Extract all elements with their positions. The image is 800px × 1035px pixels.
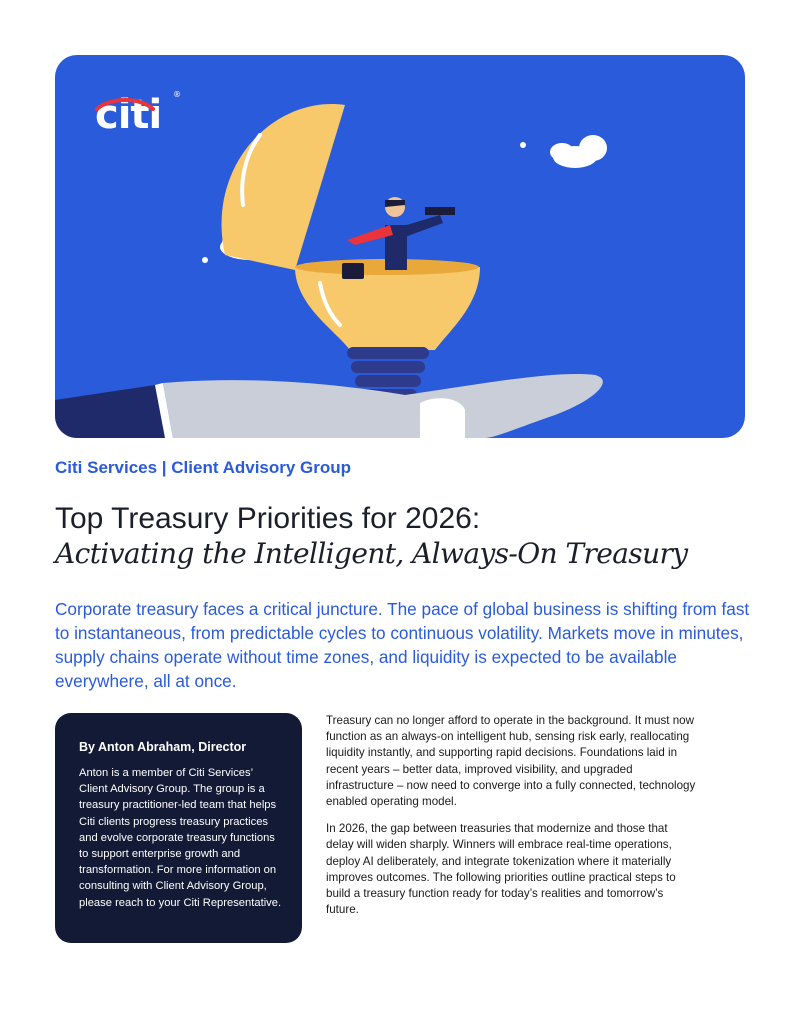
body-text <box>326 713 696 929</box>
logo-text: citi <box>95 92 162 138</box>
section-kicker: Citi Services | Client Advisory Group <box>55 458 352 477</box>
citi-logo <box>95 90 181 138</box>
citi-arc-icon <box>95 95 155 111</box>
page-title: Top Treasury Priorities for 2026: <box>55 502 481 535</box>
author-bio: Anton is a member of Citi Services’ Client Advisory Group. The group is a treasury practitioner-led team that helps Citi clients progress treasury practices and evolve corporate treasury functions to support enterprise growth and transformation. For more information on consulting with Client Advisory Group, please reach to your Citi Representative. <box>79 767 282 909</box>
bulb-body <box>295 267 480 350</box>
hand-icon <box>55 374 603 438</box>
author-name: By Anton Abraham, Director <box>79 740 247 754</box>
registered-mark: ® <box>173 90 181 99</box>
bulb-cap <box>222 104 345 270</box>
intro-paragraph: Corporate treasury faces a critical juncture. The pace of global business is shifting from fast to instantaneous, from predictable cycles to continuous volatility. Markets move in minutes, supply chains operate without time zones, and liquidity is expected to be available everywhere, all at once. <box>55 599 750 691</box>
author-card <box>55 713 302 943</box>
body-paragraph: In 2026, the gap between treasuries that modernize and those that delay will widen sharply. Winners will embrace real-time operations, deploy AI deliberately, and integrate tokenization where it materially improves outcomes. The following priorities outline practical steps to build a treasury function ready for today’s realities and tomorrow’s future. <box>326 822 676 917</box>
page-subtitle: Activating the Intelligent, Always-On Treasury <box>55 537 688 570</box>
cloud-icon <box>520 135 607 168</box>
body-paragraph: Treasury can no longer afford to operate in the background. It must now function as an always-on intelligent hub, sensing risk early, reallocating liquidity instantly, and supporting rapid decisions. Foundations laid in recent years – better data, improved visibility, and upgraded infrastructure – now need to converge into a fully connected, technology enabled operating model. <box>326 714 696 809</box>
hero-banner <box>55 55 745 438</box>
